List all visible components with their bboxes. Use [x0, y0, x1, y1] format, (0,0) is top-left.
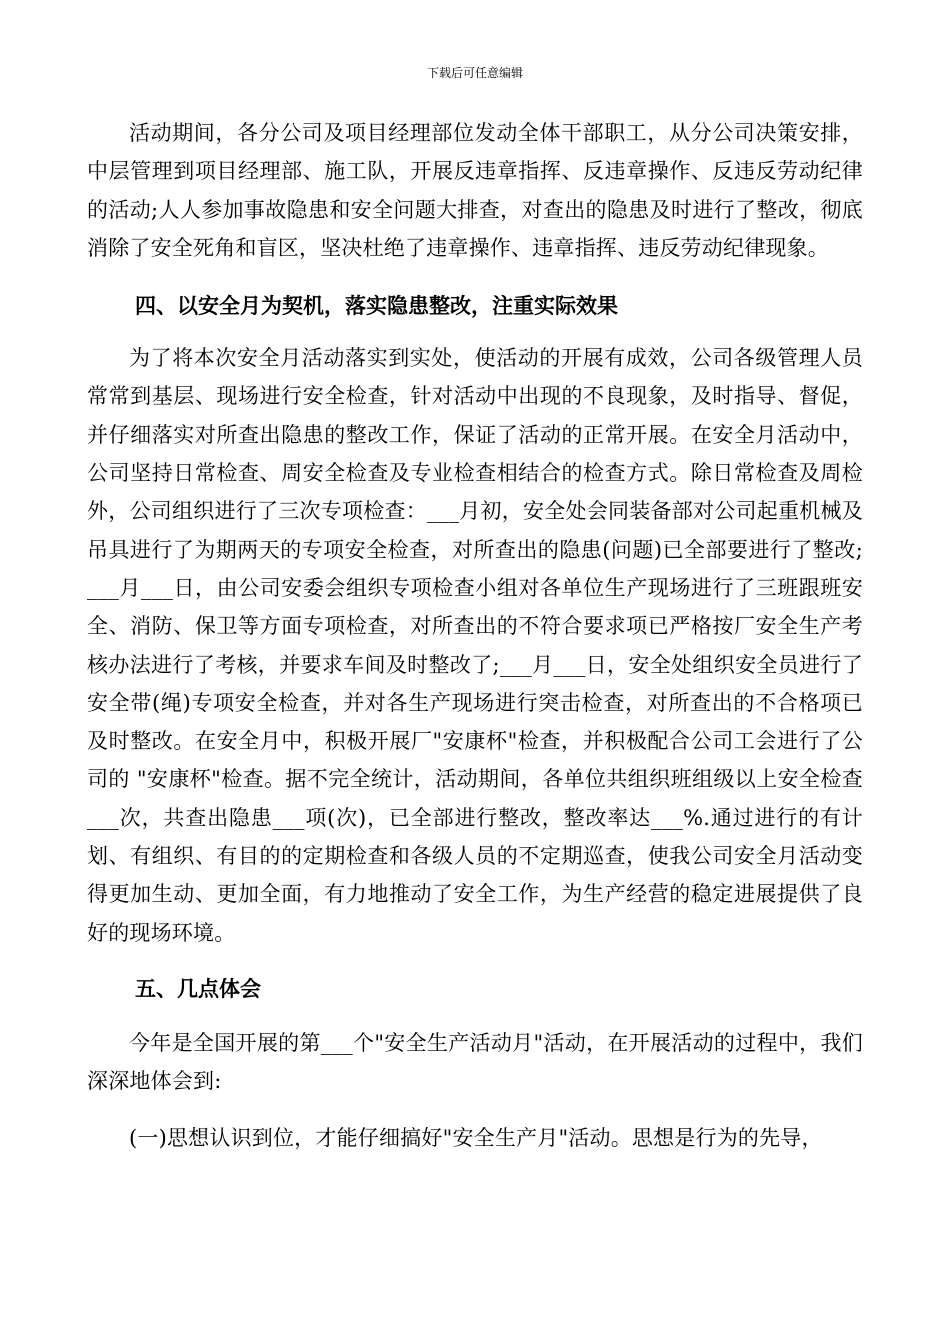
page-header: 下载后可任意编辑 — [426, 66, 523, 80]
document-body — [87, 114, 863, 1157]
section-heading-four: 四、以安全月为契机，落实隐患整改，注重实际效果 — [135, 293, 618, 319]
paragraph-inspection: 为了将本次安全月活动落实到实处，使活动的开展有成效，公司各级管理人员常常到基层、现场进行安全检查，针对活动中出现的不良现象，及时指导、督促，并仔细落实对所查出隐患的整改工作，保证了活动的正常开展。在安全月活动中，公司坚持日常检查、周安全检查及专业检查相结合的检查方式。除日常检查及周检外，公司组织进行了三次专项检查：___月初，安全处会同装备部对公司起重机械及吊具进行了为期两天的专项安全检查，对所查出的隐患(问题)已全部要进行了整改;___月___日，由公司安委会组织专项检查小组对各单位生产现场进行了三班跟班安全、消防、保卫等方面专项检查，对所查出的不符合要求项已严格按厂安全生产考核办法进行了考核，并要求车间及时整改了;___月___日，安全处组织安全员进行了安全带(绳)专项安全检查，并对各生产现场进行突击检查，对所查出的不合格项已及时整改。在安全月中，积极开展厂"安康杯"检查，并积极配合公司工会进行了公司的 "安康杯"检查。据不完全统计，活动期间，各单位共组织班组级以上安全检查___次，共查出隐患___项(次)，已全部进行整改，整改率达___%.通过进行的有计划、有组织、有目的的定期检查和各级人员的不定期巡查，使我公司安全月活动变得更加生动、更加全面，有力地推动了安全工作，为生产经营的稳定进展提供了良好的现场环境。 — [87, 346, 863, 945]
paragraph-point-one: (一)思想认识到位，才能仔细搞好"安全生产月"活动。思想是行为的先导， — [129, 1125, 823, 1150]
section-heading-five: 五、几点体会 — [135, 975, 261, 1001]
paragraph-experience: 今年是全国开展的第___个"安全生产活动月"活动，在开展活动的过程中，我们深深地体会到: — [87, 1030, 863, 1094]
paragraph-activity-period: 活动期间，各分公司及项目经理部位发动全体干部职工，从分公司决策安排，中层管理到项目经理部、施工队，开展反违章指挥、反违章操作、反违反劳动纪律的活动;人人参加事故隐患和安全问题大排查，对查出的隐患及时进行了整改，彻底消除了安全死角和盲区，坚决杜绝了违章操作、违章指挥、违反劳动纪律现象。 — [87, 121, 863, 260]
